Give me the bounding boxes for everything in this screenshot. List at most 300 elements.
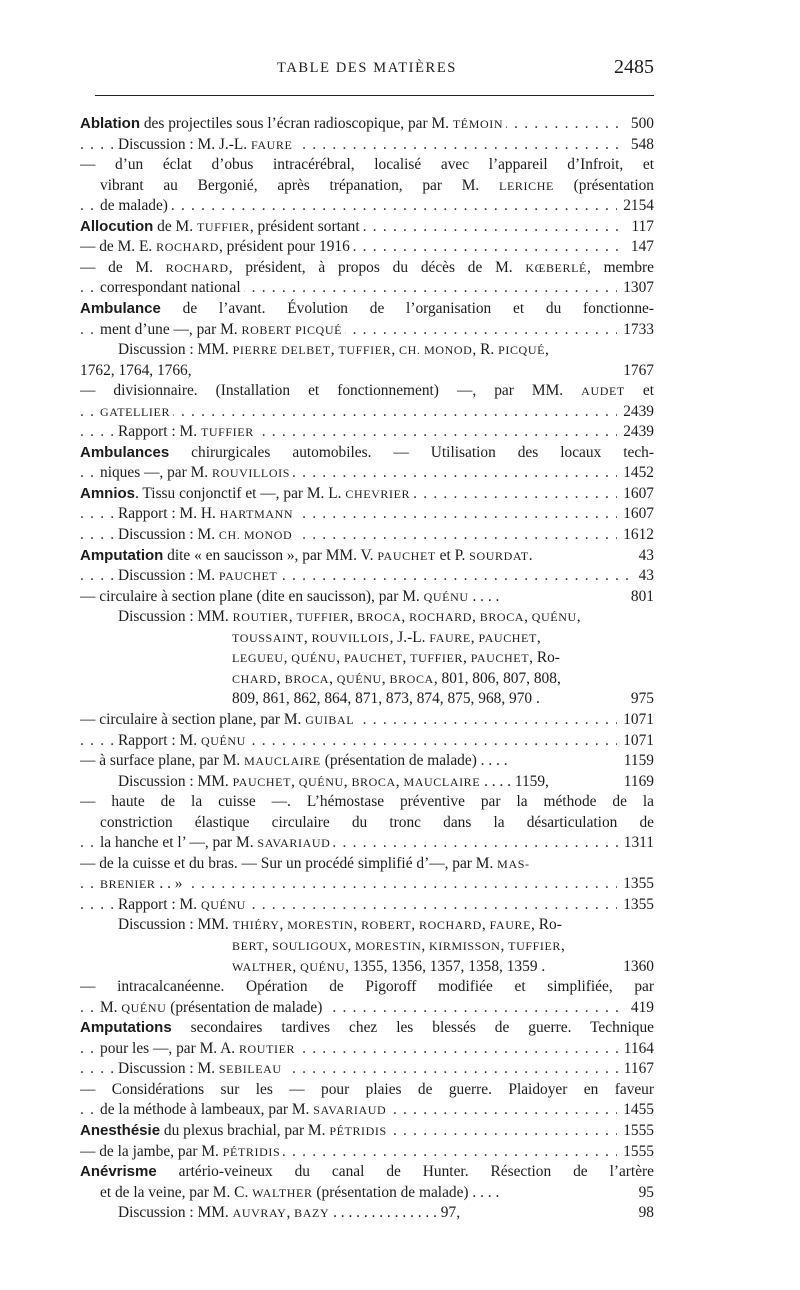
entry-keyword: Ambulance bbox=[80, 299, 161, 317]
entry-text bbox=[100, 999, 325, 1016]
entry-fragment: , bbox=[500, 937, 509, 954]
entry-keyword: Ablation bbox=[80, 115, 140, 132]
index-line bbox=[80, 731, 654, 751]
entry-fragment: , bbox=[472, 608, 480, 626]
author-name: ROCHARD bbox=[156, 240, 219, 255]
entry-fragment: , bbox=[411, 916, 419, 934]
author-name: TUFFIER bbox=[410, 651, 464, 666]
index-line bbox=[80, 299, 654, 319]
index-line bbox=[80, 320, 654, 340]
index-line bbox=[80, 648, 654, 668]
page-reference: 147 bbox=[625, 237, 654, 257]
entry-fragment: , bbox=[286, 1204, 295, 1222]
entry-fragment: constriction élastique circulaire du tronc dans la désarticulation de bbox=[100, 813, 654, 831]
entry-text bbox=[100, 834, 333, 851]
author-name: BROCA bbox=[479, 610, 525, 625]
author-name: QUÉNU bbox=[200, 897, 246, 912]
page-reference: 1360 bbox=[617, 957, 654, 977]
index-line bbox=[80, 833, 654, 853]
entry-text bbox=[80, 443, 654, 463]
page-reference: 1607 bbox=[617, 484, 654, 504]
index-line bbox=[80, 854, 654, 874]
page-reference: 1164 bbox=[618, 1039, 654, 1059]
index-line bbox=[80, 443, 654, 463]
entry-fragment: 1762, 1764, 1766, bbox=[80, 361, 192, 379]
author-name: TUFFIER bbox=[196, 219, 250, 234]
page-reference: 801 bbox=[625, 587, 654, 607]
entry-fragment: , bbox=[481, 916, 490, 934]
author-name: QUÉNU bbox=[200, 733, 246, 748]
entry-fragment: correspondant national bbox=[100, 279, 241, 297]
entry-fragment: . . » bbox=[155, 875, 183, 893]
entry-fragment: , bbox=[402, 649, 411, 667]
entry-fragment: , bbox=[279, 916, 288, 934]
entry-text bbox=[118, 608, 584, 625]
author-name: ROUVILLOIS bbox=[212, 466, 290, 481]
entry-text bbox=[118, 423, 257, 440]
entry-keyword: Allocution bbox=[80, 217, 154, 235]
entry-fragment: , président sortant bbox=[249, 217, 360, 235]
author-name: SEBILEAU bbox=[218, 1062, 282, 1077]
author-name: MAS- bbox=[497, 856, 530, 871]
author-name: CHEVRIER bbox=[345, 486, 411, 501]
entry-fragment: — à surface plane, par M. bbox=[80, 752, 245, 770]
author-name: PIERRE DELBET bbox=[232, 343, 331, 358]
index-line bbox=[80, 237, 654, 257]
page-number: 2485 bbox=[614, 56, 654, 78]
entry-text bbox=[80, 115, 506, 132]
entry-text bbox=[118, 341, 552, 358]
entry-fragment: , bbox=[336, 649, 344, 667]
author-name: BERT bbox=[232, 939, 265, 953]
index-line bbox=[80, 1183, 654, 1203]
entry-fragment: — Considérations sur les — pour plaies de guerre. Plaidoyer en faveur bbox=[80, 1080, 654, 1098]
author-name: KŒBERLÉ bbox=[525, 260, 587, 275]
entry-fragment: (présentation bbox=[553, 176, 654, 194]
entry-text bbox=[100, 321, 345, 338]
entry-text bbox=[118, 896, 249, 913]
page-reference: 1311 bbox=[618, 833, 654, 853]
entry-fragment: et bbox=[624, 382, 654, 400]
index-line bbox=[80, 710, 654, 730]
entry-fragment: , bbox=[292, 957, 301, 975]
entry-text bbox=[100, 813, 654, 833]
index-line bbox=[80, 340, 654, 360]
entry-text bbox=[100, 176, 654, 196]
page-reference: 975 bbox=[625, 689, 654, 709]
index-line bbox=[80, 936, 654, 956]
author-name: BROCA bbox=[357, 610, 402, 625]
index-line bbox=[80, 587, 654, 607]
entry-text bbox=[80, 588, 502, 605]
entry-fragment: — de M. bbox=[80, 258, 166, 276]
author-name: PICQUÉ bbox=[498, 343, 546, 358]
entry-fragment: . Tissu conjonctif et —, par M. L. bbox=[135, 484, 346, 502]
entry-text bbox=[80, 1080, 654, 1100]
index-line bbox=[80, 977, 654, 997]
author-name: ROCHARD bbox=[409, 610, 473, 625]
author-name: QUÉNU bbox=[291, 651, 337, 666]
entry-fragment: — de M. E. bbox=[80, 238, 157, 256]
entry-fragment: , bbox=[303, 628, 312, 646]
index-line bbox=[80, 484, 654, 504]
entry-text bbox=[232, 958, 548, 975]
author-name: TOUSSAINT bbox=[232, 630, 304, 645]
entry-fragment: , bbox=[329, 669, 337, 687]
entry-text bbox=[118, 505, 296, 522]
index-line bbox=[80, 278, 654, 298]
entry-fragment: . . . . bbox=[468, 587, 500, 605]
author-name: WALTHER bbox=[252, 1185, 313, 1200]
entry-fragment: , bbox=[524, 608, 532, 626]
entry-fragment: Discussion : MM. bbox=[118, 916, 233, 934]
author-name: BRENIER bbox=[100, 877, 156, 892]
author-name: QUÉNU bbox=[531, 610, 577, 625]
author-name: GUIBAL bbox=[305, 712, 355, 727]
entry-fragment: — de la jambe, par M. bbox=[80, 1142, 223, 1160]
entry-fragment: , bbox=[277, 669, 285, 687]
author-name: MAUCLAIRE bbox=[403, 774, 481, 789]
entry-fragment: de M. bbox=[153, 217, 197, 235]
author-name: ROBERT bbox=[361, 918, 412, 933]
author-name: FAURE bbox=[429, 630, 471, 645]
index-line bbox=[80, 792, 654, 812]
page-reference: 1452 bbox=[617, 463, 654, 483]
page-reference: 2439 bbox=[617, 422, 654, 442]
entry-fragment: la hanche et l’ —, par M. bbox=[100, 834, 258, 852]
entry-fragment: , J.-L. bbox=[389, 628, 430, 646]
index-line bbox=[80, 1203, 654, 1223]
page-reference: 1307 bbox=[617, 278, 654, 298]
entry-text bbox=[80, 155, 654, 175]
entry-fragment: , bbox=[545, 341, 549, 359]
entry-fragment: , bbox=[391, 341, 400, 359]
author-name: QUÉNU bbox=[300, 959, 346, 974]
entry-fragment: 809, 861, 862, 864, 871, 873, 874, 875, 968, 970 . bbox=[232, 690, 540, 708]
entry-fragment: chirurgicales automobiles. — Utilisation des locaux tech- bbox=[169, 443, 654, 461]
entry-fragment: , bbox=[283, 649, 292, 667]
author-name: QUÉNU bbox=[423, 589, 469, 604]
entry-fragment: , bbox=[291, 772, 299, 790]
index-line bbox=[80, 1059, 654, 1079]
entry-fragment: — haute de la cuisse —. L’hémostase préventive par la méthode de la bbox=[80, 793, 654, 811]
author-name: MAUCLAIRE bbox=[244, 754, 321, 769]
index-line bbox=[80, 998, 654, 1018]
index-line bbox=[80, 176, 654, 196]
index-line bbox=[80, 422, 654, 442]
page-reference: 1071 bbox=[617, 731, 654, 751]
entry-text bbox=[100, 403, 173, 420]
index-line bbox=[80, 1080, 654, 1100]
author-name: BROCA bbox=[389, 671, 434, 686]
entry-fragment: niques —, par M. bbox=[100, 464, 212, 482]
page-reference: 2154 bbox=[617, 196, 654, 216]
entry-text bbox=[118, 916, 565, 933]
author-name: TUFFIER bbox=[338, 343, 392, 358]
entry-fragment: , bbox=[264, 937, 273, 954]
entry-text bbox=[232, 629, 544, 646]
page-reference: 98 bbox=[633, 1203, 654, 1223]
entry-fragment: Rapport : M. bbox=[118, 895, 201, 913]
entry-fragment: , bbox=[381, 669, 390, 687]
entry-fragment: pour les —, par M. A. bbox=[100, 1039, 239, 1057]
index-line bbox=[80, 402, 654, 422]
entry-fragment: Rapport : M. bbox=[118, 423, 201, 441]
page-reference: 1733 bbox=[617, 320, 654, 340]
page-reference: 1169 bbox=[618, 772, 654, 792]
index-line bbox=[80, 669, 654, 689]
author-name: QUÉNU bbox=[298, 774, 344, 789]
author-name: SOURDAT bbox=[469, 548, 529, 563]
entry-text bbox=[118, 136, 295, 153]
entry-fragment: de la méthode à lambeaux, par M. bbox=[100, 1101, 314, 1119]
entry-fragment: de l’avant. Évolution de l’organisation et du fonctionne- bbox=[160, 299, 654, 317]
entry-text bbox=[118, 773, 552, 790]
entry-fragment: , membre bbox=[586, 258, 654, 276]
entry-keyword: Anévrisme bbox=[80, 1163, 157, 1181]
entry-text bbox=[118, 1204, 463, 1221]
entry-text bbox=[80, 792, 654, 812]
page-reference: 1612 bbox=[617, 525, 654, 545]
page-reference: 2439 bbox=[617, 402, 654, 422]
author-name: CH. MONOD bbox=[399, 343, 473, 358]
entry-text bbox=[80, 299, 654, 319]
entry-fragment: — circulaire à section plane (dite en saucisson), par M. bbox=[80, 587, 424, 605]
author-name: PAUCHET bbox=[218, 569, 278, 584]
entry-fragment: , bbox=[576, 608, 581, 626]
index-line bbox=[80, 874, 654, 894]
entry-text bbox=[80, 711, 357, 728]
entry-keyword: Amputations bbox=[80, 1019, 172, 1037]
author-name: PAUCHET bbox=[377, 548, 436, 563]
entry-fragment: , 1355, 1356, 1357, 1358, 1359 . bbox=[345, 957, 546, 975]
entry-text bbox=[80, 362, 195, 379]
entry-keyword: Anesthésie bbox=[80, 1121, 161, 1139]
page-reference: 43 bbox=[633, 566, 654, 586]
index-line bbox=[80, 772, 654, 792]
entry-fragment: dite « en saucisson », par MM. V. bbox=[163, 546, 378, 564]
entry-fragment: , Ro- bbox=[529, 649, 560, 667]
entry-fragment: , 801, 806, 807, 808, bbox=[433, 669, 561, 687]
index-line bbox=[80, 1162, 654, 1182]
entry-fragment: Rapport : M. bbox=[118, 731, 201, 749]
entry-text bbox=[80, 752, 511, 769]
entry-fragment: (présentation de malade) . . . . bbox=[320, 752, 508, 770]
entry-text bbox=[232, 649, 563, 666]
entry-fragment: de malade) bbox=[100, 197, 168, 215]
running-title: TABLE DES MATIÈRES bbox=[277, 60, 457, 76]
entry-fragment: et de la veine, par M. C. bbox=[100, 1183, 253, 1201]
page-reference: 1071 bbox=[617, 710, 654, 730]
entry-fragment: , bbox=[343, 772, 352, 790]
entry-text bbox=[80, 258, 654, 278]
author-name: BROCA bbox=[351, 774, 396, 789]
entry-fragment: — intracalcanéenne. Opération de Pigoroff modifiée et simplifiée, par bbox=[80, 978, 654, 996]
index-line bbox=[80, 135, 654, 155]
author-name: MORESTIN bbox=[355, 939, 422, 953]
page-reference: 419 bbox=[625, 998, 654, 1018]
entry-text bbox=[80, 485, 413, 502]
entry-fragment: (présentation de malade) bbox=[166, 998, 323, 1016]
entry-fragment: — divisionnaire. (Installation et fonctionnement) —, par MM. bbox=[80, 382, 582, 400]
entry-text bbox=[100, 464, 293, 481]
index-line bbox=[80, 525, 654, 545]
entry-fragment: Discussion : M. bbox=[118, 567, 219, 585]
index-line bbox=[80, 813, 654, 833]
entry-text bbox=[232, 670, 564, 687]
author-name: MORESTIN bbox=[287, 918, 354, 933]
entry-fragment: Discussion : MM. bbox=[118, 341, 233, 359]
author-name: CHARD bbox=[232, 671, 278, 686]
author-name: LEGUEU bbox=[232, 651, 284, 666]
author-name: TÉMOIN bbox=[452, 117, 504, 131]
author-name: FAURE bbox=[250, 137, 293, 152]
page-reference: 117 bbox=[625, 217, 654, 237]
index-line bbox=[80, 607, 654, 627]
author-name: ROUVILLOIS bbox=[311, 630, 390, 645]
author-name: CH. MONOD bbox=[218, 528, 293, 542]
entry-text bbox=[80, 218, 363, 235]
author-name: QUÉNU bbox=[121, 1000, 167, 1015]
entry-keyword: Ambulances bbox=[80, 443, 170, 461]
entry-text bbox=[100, 1101, 389, 1118]
page-reference: 1355 bbox=[617, 895, 654, 915]
page-reference: 1167 bbox=[618, 1059, 654, 1079]
page-reference: 1159 bbox=[618, 751, 654, 771]
author-name: SAVARIAUD bbox=[257, 836, 331, 851]
entry-fragment: — circulaire à section plane, par M. bbox=[80, 710, 306, 728]
author-name: GATELLIER bbox=[100, 404, 171, 419]
index-line bbox=[80, 751, 654, 771]
author-name: HARTMANN bbox=[219, 507, 294, 522]
entry-fragment: Discussion : MM. bbox=[118, 1204, 233, 1222]
entry-text bbox=[100, 1184, 502, 1201]
index-line bbox=[80, 217, 654, 237]
index-line bbox=[80, 463, 654, 483]
entry-fragment: , bbox=[330, 341, 339, 359]
author-name: PÉTRIDIS bbox=[222, 1144, 281, 1159]
entry-text bbox=[80, 855, 533, 872]
index-line bbox=[80, 689, 654, 709]
entry-fragment: . . . . . . . . . . . . . . 97, bbox=[329, 1204, 461, 1222]
entry-keyword: Amputation bbox=[80, 546, 164, 564]
entry-fragment: Discussion : MM. bbox=[118, 772, 233, 790]
author-name: ROUTIER bbox=[232, 610, 289, 625]
author-name: ROBERT PICQUÉ bbox=[241, 322, 343, 337]
page-reference: 95 bbox=[633, 1183, 654, 1203]
index-line bbox=[80, 1100, 654, 1120]
entry-text bbox=[80, 547, 536, 564]
entry-text bbox=[100, 197, 171, 214]
entry-fragment: Discussion : M. bbox=[118, 1060, 219, 1078]
entry-fragment: , bbox=[288, 608, 297, 626]
page-reference: 500 bbox=[625, 114, 654, 134]
entry-fragment: . bbox=[528, 546, 533, 564]
author-name: PAUCHET bbox=[232, 774, 292, 789]
author-name: THIÉRY bbox=[232, 918, 280, 933]
page-reference: 1767 bbox=[617, 361, 654, 381]
entry-text bbox=[80, 977, 654, 997]
index-line bbox=[80, 1121, 654, 1141]
author-name: ROCHARD bbox=[165, 260, 229, 275]
author-name: TUFFIER bbox=[296, 610, 350, 625]
page-reference: 1455 bbox=[617, 1100, 654, 1120]
entry-fragment: et P. bbox=[435, 546, 470, 564]
entry-fragment: Discussion : M. bbox=[118, 526, 219, 543]
index-line bbox=[80, 566, 654, 586]
entry-fragment: , bbox=[401, 608, 410, 626]
entry-text bbox=[100, 875, 185, 892]
page-reference: 1555 bbox=[617, 1142, 654, 1162]
entry-text bbox=[80, 1162, 654, 1182]
entry-fragment: artério-veineux du canal de Hunter. Résection de l’artère bbox=[156, 1163, 654, 1181]
entry-fragment: , bbox=[470, 628, 479, 646]
index-line bbox=[80, 628, 654, 648]
entry-fragment: . . . . 1159, bbox=[480, 772, 549, 790]
entry-fragment: , bbox=[421, 937, 430, 954]
index-line bbox=[80, 381, 654, 401]
header-rule bbox=[95, 95, 654, 96]
author-name: PAUCHET bbox=[478, 630, 537, 645]
entry-fragment: Rapport : M. H. bbox=[118, 505, 220, 523]
entry-fragment: , bbox=[561, 937, 565, 954]
entry-text bbox=[232, 690, 543, 707]
author-name: PAUCHET bbox=[344, 651, 403, 666]
entry-fragment: , président, à propos du décès de M. bbox=[228, 258, 526, 276]
entry-text bbox=[118, 732, 249, 749]
author-name: ROCHARD bbox=[419, 918, 482, 933]
entry-text bbox=[100, 1040, 298, 1057]
index-line bbox=[80, 895, 654, 915]
author-name: TUFFIER bbox=[508, 939, 562, 953]
index-line bbox=[80, 258, 654, 278]
author-name: PÉTRIDIS bbox=[329, 1123, 387, 1138]
entry-fragment: , président pour 1916 bbox=[218, 238, 350, 256]
index-line bbox=[80, 1039, 654, 1059]
author-name: WALTHER bbox=[232, 959, 293, 974]
entry-text bbox=[80, 238, 353, 255]
author-name: AUDET bbox=[581, 384, 625, 399]
entry-fragment: (présentation de malade) . . . . bbox=[312, 1183, 500, 1201]
entry-fragment: , Ro- bbox=[531, 916, 562, 934]
entry-text bbox=[118, 567, 280, 584]
author-name: ROUTIER bbox=[238, 1041, 296, 1056]
author-name: KIRMISSON bbox=[429, 939, 501, 953]
page-reference: 1555 bbox=[617, 1121, 654, 1141]
entry-fragment: , bbox=[395, 772, 404, 790]
entry-text bbox=[232, 937, 568, 954]
author-name: LERICHE bbox=[499, 178, 554, 193]
page-header bbox=[80, 56, 654, 86]
index-line bbox=[80, 1142, 654, 1162]
entry-fragment: — de la cuisse et du bras. — Sur un procédé simplifié d’—, par M. bbox=[80, 854, 498, 872]
entry-fragment: , bbox=[463, 649, 471, 667]
entry-fragment: vibrant au Bergonié, après trépanation, par M. bbox=[100, 176, 500, 194]
author-name: QUÉNU bbox=[336, 671, 382, 686]
entry-keyword: Amnios bbox=[80, 484, 136, 502]
page-reference: 43 bbox=[633, 546, 654, 566]
index-line bbox=[80, 504, 654, 524]
author-name: BROCA bbox=[284, 671, 330, 686]
index-line bbox=[80, 957, 654, 977]
entry-fragment: du plexus brachial, par M. bbox=[160, 1121, 330, 1139]
index-line bbox=[80, 915, 654, 935]
entry-fragment: , bbox=[353, 916, 362, 934]
author-name: PAUCHET bbox=[470, 651, 530, 666]
index-line bbox=[80, 546, 654, 566]
entry-text bbox=[80, 1122, 390, 1139]
author-name: SAVARIAUD bbox=[313, 1103, 387, 1118]
